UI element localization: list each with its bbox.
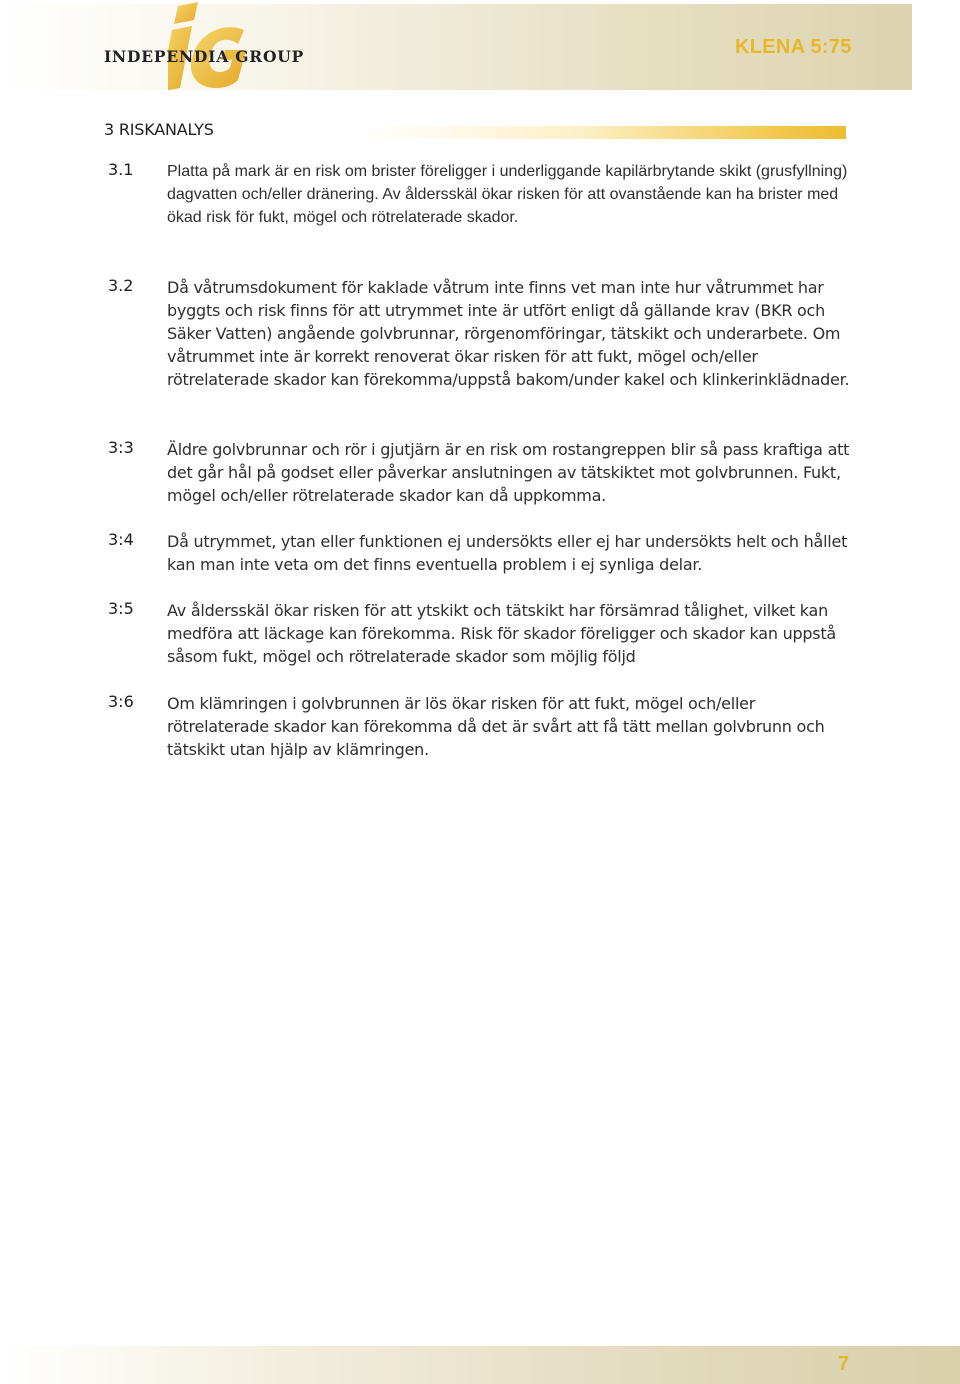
item-number: 3.1 (108, 160, 134, 179)
document-code: KLENA 5:75 (735, 36, 852, 58)
heading-underline-bar (360, 126, 846, 139)
item-number: 3:4 (108, 530, 134, 549)
footer-band (0, 1346, 960, 1384)
item-text: Av åldersskäl ökar risken för att ytskikt och tätskikt har försämrad tålighet, vilket kan medföra att läckage kan förekomma. Risk för skador föreligger och skador kan uppstå såsom fukt, mögel och rötrelaterade skador som möjlig följd (167, 601, 836, 666)
item-text: Äldre golvbrunnar och rör i gjutjärn är en risk om rostangreppen blir så pass kraftiga att det går hål på godset eller påverkar anslutningen av tätskiktet mot golvbrunnen. Fukt, mögel och/eller rötrelaterade skador kan då uppkomma. (167, 440, 850, 505)
item-text: Då utrymmet, ytan eller funktionen ej undersökts eller ej har undersökts helt och hållet kan man inte veta om det finns eventuella problem i ej synliga delar. (167, 532, 848, 574)
page-number: 7 (838, 1353, 850, 1375)
item-text: Om klämringen i golvbrunnen är lös ökar risken för att fukt, mögel och/eller rötrelaterade skador kan förekomma då det är svårt att få tätt mellan golvbrunn och tätskikt utan hjälp av klämringen. (167, 694, 825, 759)
independia-logo-icon (168, 0, 246, 92)
item-number: 3:3 (108, 438, 134, 457)
company-name: INDEPENDIA GROUP (104, 47, 305, 66)
item-number: 3:6 (108, 692, 134, 711)
item-text: Platta på mark är en risk om brister föreligger i underliggande kapilärbrytande skikt (grusfyllning) dagvatten och/eller dränering. Av åldersskäl ökar risken för att ovanstående kan ha brister med ökad risk för fukt, mögel och rötrelaterade skador. (167, 163, 848, 226)
item-number: 3.2 (108, 276, 134, 295)
section-title: 3 RISKANALYS (104, 120, 214, 139)
item-number: 3:5 (108, 599, 134, 618)
item-text: Då våtrumsdokument för kaklade våtrum inte finns vet man inte hur våtrummet har byggts och risk finns för att utrymmet inte är utfört enligt då gällande krav (BKR och Säker Vatten) angående golvbrunnar, rörgenomföringar, tätskikt och underarbete. Om våtrummet inte är korrekt renoverat ökar risken för att fukt, mögel och/eller rötrelaterade skador kan förekomma/uppstå bakom/under kakel och klinkerinklädnader. (167, 278, 850, 389)
